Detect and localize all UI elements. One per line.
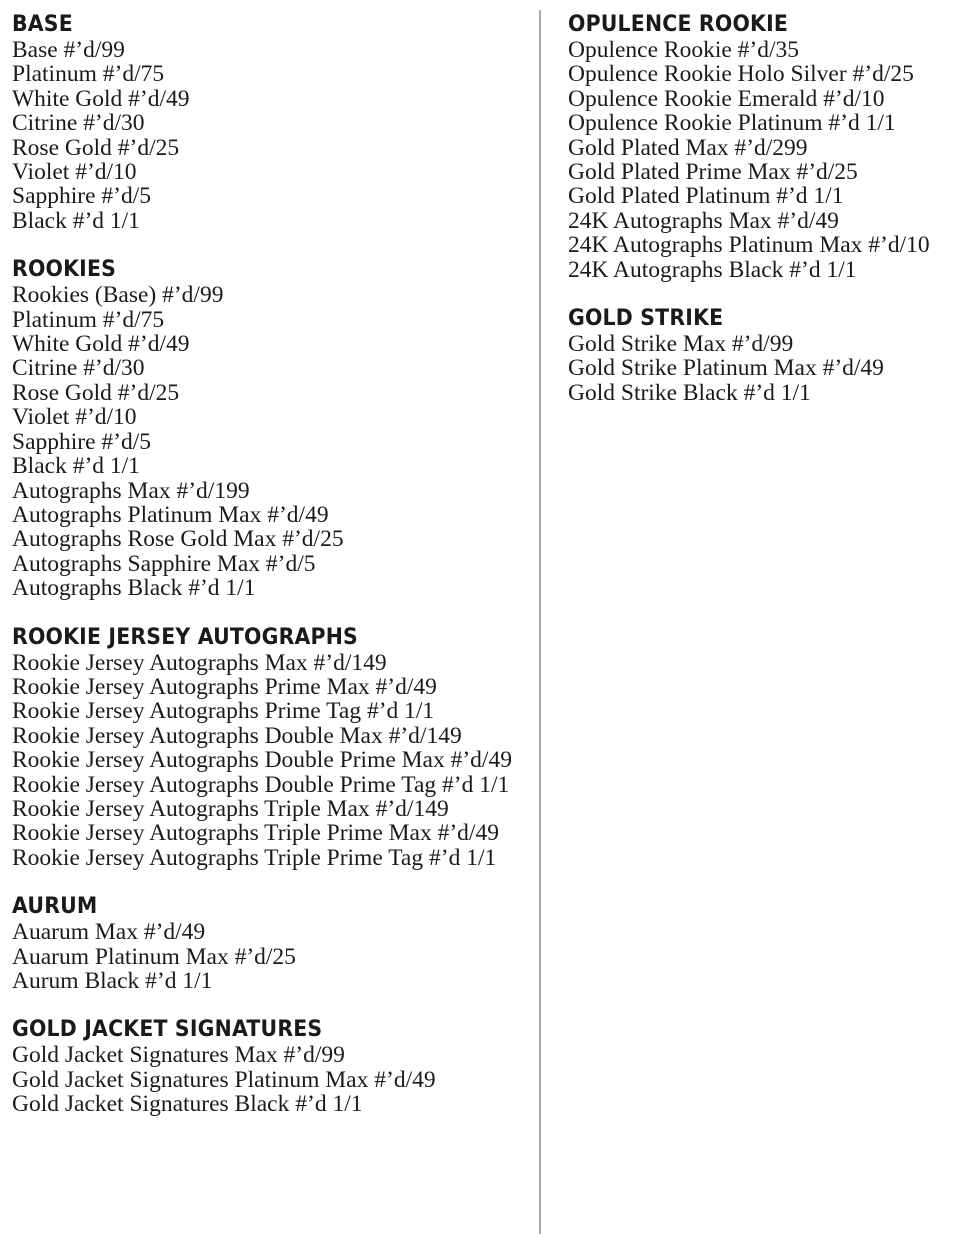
checklist-item: 24K Autographs Black #’d 1/1 [568,256,857,283]
checklist-item: Autographs Sapphire Max #’d/5 [12,550,316,577]
checklist-item: Black #’d 1/1 [12,207,140,234]
section-rookie-jersey-autographs [12,625,527,871]
checklist-item: Base #’d/99 [12,37,125,63]
checklist-item: Auarum Platinum Max #’d/25 [12,943,296,970]
right-column [568,12,972,429]
section-title: GOLD JACKET SIGNATURES [12,1017,323,1043]
left-column [12,12,527,1141]
checklist-item: Rookie Jersey Autographs Triple Prime Max #’d/49 [12,820,499,847]
checklist-item: Rookie Jersey Autographs Double Max #’d/149 [12,722,462,749]
checklist-item: Rose Gold #’d/25 [12,134,180,161]
section-gold-strike [568,306,972,405]
checklist-item: Sapphire #’d/5 [12,428,152,455]
checklist-item: Citrine #’d/30 [12,355,145,382]
section-title: BASE [12,12,73,37]
checklist-item: Rookie Jersey Autographs Prime Tag #’d 1/1 [12,698,435,725]
section-aurum [12,894,527,993]
section-title: GOLD STRIKE [568,306,724,332]
checklist-item: 24K Autographs Max #’d/49 [568,207,839,234]
checklist-item: White Gold #’d/49 [12,85,190,112]
checklist-item: Rookie Jersey Autographs Prime Max #’d/49 [12,673,437,700]
checklist-item: Platinum #’d/75 [12,306,165,333]
checklist-item: Gold Plated Platinum #’d 1/1 [568,183,844,210]
checklist-item: Gold Jacket Signatures Max #’d/99 [12,1042,345,1069]
checklist-item: Rookie Jersey Autographs Triple Max #’d/149 [12,795,449,822]
checklist-item: Gold Jacket Signatures Black #’d 1/1 [12,1091,363,1118]
checklist-item: Rose Gold #’d/25 [12,379,180,406]
checklist-item: Rookie Jersey Autographs Max #’d/149 [12,649,387,676]
checklist-item: Gold Plated Prime Max #’d/25 [568,159,858,186]
checklist-item: Rookie Jersey Autographs Triple Prime Tag #’d 1/1 [12,844,497,871]
checklist-item: Gold Plated Max #’d/299 [568,134,808,161]
checklist-item: Autographs Black #’d 1/1 [12,575,256,602]
section-title: OPULENCE ROOKIE [568,12,789,37]
checklist-item: Rookie Jersey Autographs Double Prime Tag #’d 1/1 [12,771,510,798]
checklist-item: Citrine #’d/30 [12,110,145,137]
checklist-item: Opulence Rookie Platinum #’d 1/1 [568,110,896,137]
checklist-item: Platinum #’d/75 [12,61,165,88]
checklist-item: Sapphire #’d/5 [12,183,152,210]
section-rookies [12,257,527,600]
checklist-item: Autographs Rose Gold Max #’d/25 [12,526,344,553]
checklist-item: Rookie Jersey Autographs Double Prime Max #’d/49 [12,747,512,774]
checklist-item: Gold Strike Max #’d/99 [568,331,794,358]
checklist-item: Gold Jacket Signatures Platinum Max #’d/49 [12,1066,436,1093]
checklist-item: Violet #’d/10 [12,159,137,186]
section-title: ROOKIES [12,257,117,283]
checklist-item: Black #’d 1/1 [12,453,140,480]
checklist-item: Violet #’d/10 [12,404,137,431]
checklist-item: Autographs Platinum Max #’d/49 [12,501,329,528]
checklist-item: Gold Strike Black #’d 1/1 [568,379,811,406]
checklist-item: Opulence Rookie Holo Silver #’d/25 [568,61,914,88]
checklist-item: Aurum Black #’d 1/1 [12,968,213,994]
section-opulence-rookie [568,12,972,282]
column-divider [539,10,541,1234]
section-title: AURUM [12,894,98,920]
section-base [12,12,527,233]
checklist-item: Gold Strike Platinum Max #’d/49 [568,355,884,382]
checklist-item: Rookies (Base) #’d/99 [12,282,224,309]
section-title: ROOKIE JERSEY AUTOGRAPHS [12,624,358,650]
checklist-item: Opulence Rookie Emerald #’d/10 [568,85,885,112]
section-gold-jacket-signatures [12,1017,527,1116]
checklist-item: White Gold #’d/49 [12,331,190,358]
checklist-item: Opulence Rookie #’d/35 [568,37,800,63]
checklist-item: Auarum Max #’d/49 [12,919,206,946]
checklist-item: Autographs Max #’d/199 [12,477,250,504]
checklist-item: 24K Autographs Platinum Max #’d/10 [568,232,930,259]
